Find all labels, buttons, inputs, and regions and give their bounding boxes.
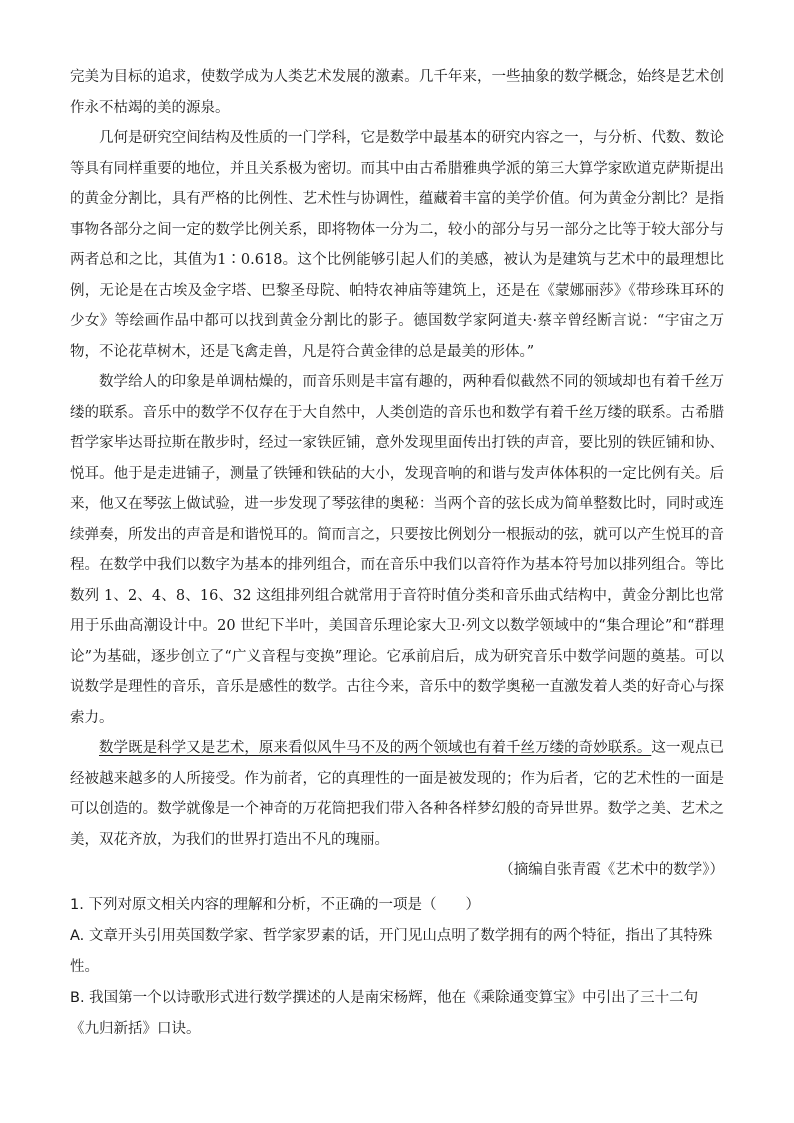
underlined-sentence: 数学既是科学又是艺术，原来看似风牛马不及的两个领域也有着千丝万缕的奇妙联系。 [99,740,652,756]
option-a: A. 文章开头引用英国数学家、哲学家罗素的话，开门见山点明了数学拥有的两个特征，指出了其特殊性。 [70,927,713,975]
passage-paragraph: 几何是研究空间结构及性质的一门学科，它是数学中最基本的研究内容之一，与分析、代数、数论等具有同样重要的地位，并且关系极为密切。而其中由古希腊雅典学派的第三大算学家欧道克萨斯提出的黄金分割比，具有严格的比例性、艺术性与协调性，蕴藏着丰富的美学价值。何为黄金分割比？是指事物各部分之间一定的数学比例关系，即将物体一分为二，较小的部分与另一部分之比等于较大部分与两者总和之比，其值为1∶0.618。这个比例能够引起人们的美感，被认为是建筑与艺术中的最理想比例，无论是在古埃及金字塔、巴黎圣母院、帕特农神庙等建筑上，还是在《蒙娜丽莎》《带珍珠耳环的少女》等绘画作品中都可以找到黄金分割比的影子。德国数学家阿道夫·蔡辛曾经断言说：“宇宙之万物，不论花草树木，还是飞禽走兽，凡是符合黄金律的总是最美的形体。” [70,130,724,360]
option-b: B. 我国第一个以诗歌形式进行数学撰述的人是南宋杨辉，他在《乘除通变算宝》中引出了三十二句《九归新括》口诀。 [70,989,699,1037]
passage-paragraph: 完美为目标的追求，使数学成为人类艺术发展的激素。几千年来，一些抽象的数学概念，始终是艺术创作永不枯竭的美的源泉。 [70,69,724,116]
passage-paragraph [70,733,724,855]
source-citation: （摘编自张青霞《艺术中的数学》） [499,862,724,878]
passage-paragraph-rest: 这一观点已经被越来越多的人所接受。作为前者，它的真理性的一面是被发现的；作为后者，它的艺术性的一面是可以创造的。数学就像是一个神奇的万花筒把我们带入各种各样梦幻般的奇异世界。数学之美、艺术之美，双花齐放，为我们的世界打造出不凡的瑰丽。 [70,740,725,848]
question-block [70,890,724,1045]
document-page [70,62,724,1045]
reading-passage [70,62,724,855]
question-stem: 1. 下列对原文相关内容的理解和分析，不正确的一项是（ ） [70,896,480,913]
passage-paragraph: 数学给人的印象是单调枯燥的，而音乐则是丰富有趣的，两种看似截然不同的领域却也有着千丝万缕的联系。音乐中的数学不仅存在于大自然中，人类创造的音乐也和数学有着千丝万缕的联系。古希腊哲学家毕达哥拉斯在散步时，经过一家铁匠铺，意外发现里面传出打铁的声音，要比别的铁匠铺和协、悦耳。他于是走进铺子，测量了铁锤和铁砧的大小，发现音响的和谐与发声体体积的一定比例有关。后来，他又在琴弦上做试验，进一步发现了琴弦律的奥秘：当两个音的弦长成为简单整数比时，同时或连续弹奏，所发出的声音是和谐悦耳的。简而言之，只要按比例划分一根振动的弦，就可以产生悦耳的音程。在数学中我们以数字为基本的排列组合，而在音乐中我们以音符作为基本符号加以排列组合。等比数列 1、2、4、8、16、32 这组排列组合就常用于音符时值分类和音乐曲式结构中，黄金分割比也常用于乐曲高潮设计中。20 世纪下半叶，美国音乐理论家大卫·列文以数学领域中的“集合理论”和“群理论”为基础，逐步创立了“广义音程与变换”理论。它承前启后，成为研究音乐中数学问题的奠基。可以说数学是理性的音乐，音乐是感性的数学。古往今来，音乐中的数学奥秘一直激发着人类的好奇心与探索力。 [70,374,724,726]
